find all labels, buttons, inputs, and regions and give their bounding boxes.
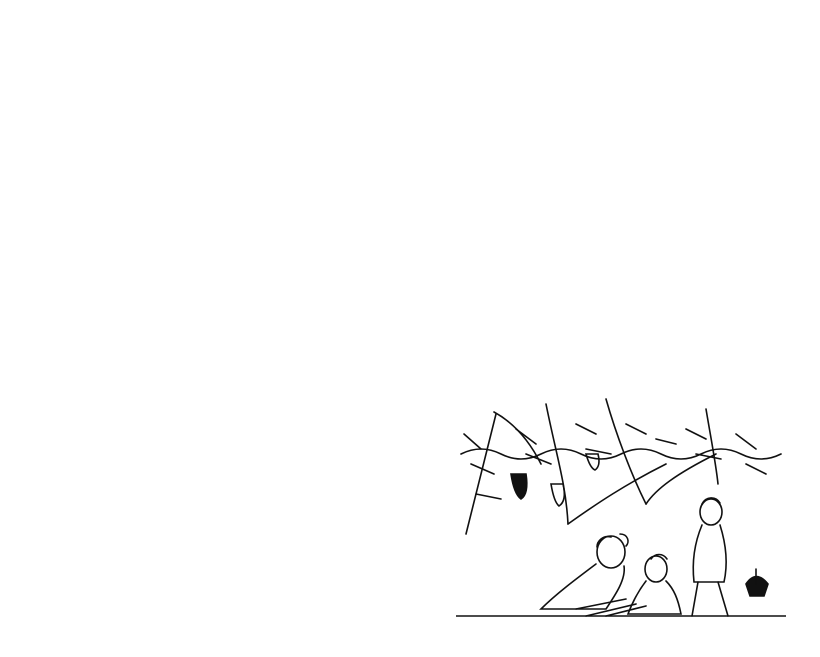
campfire-illustration xyxy=(456,394,786,622)
